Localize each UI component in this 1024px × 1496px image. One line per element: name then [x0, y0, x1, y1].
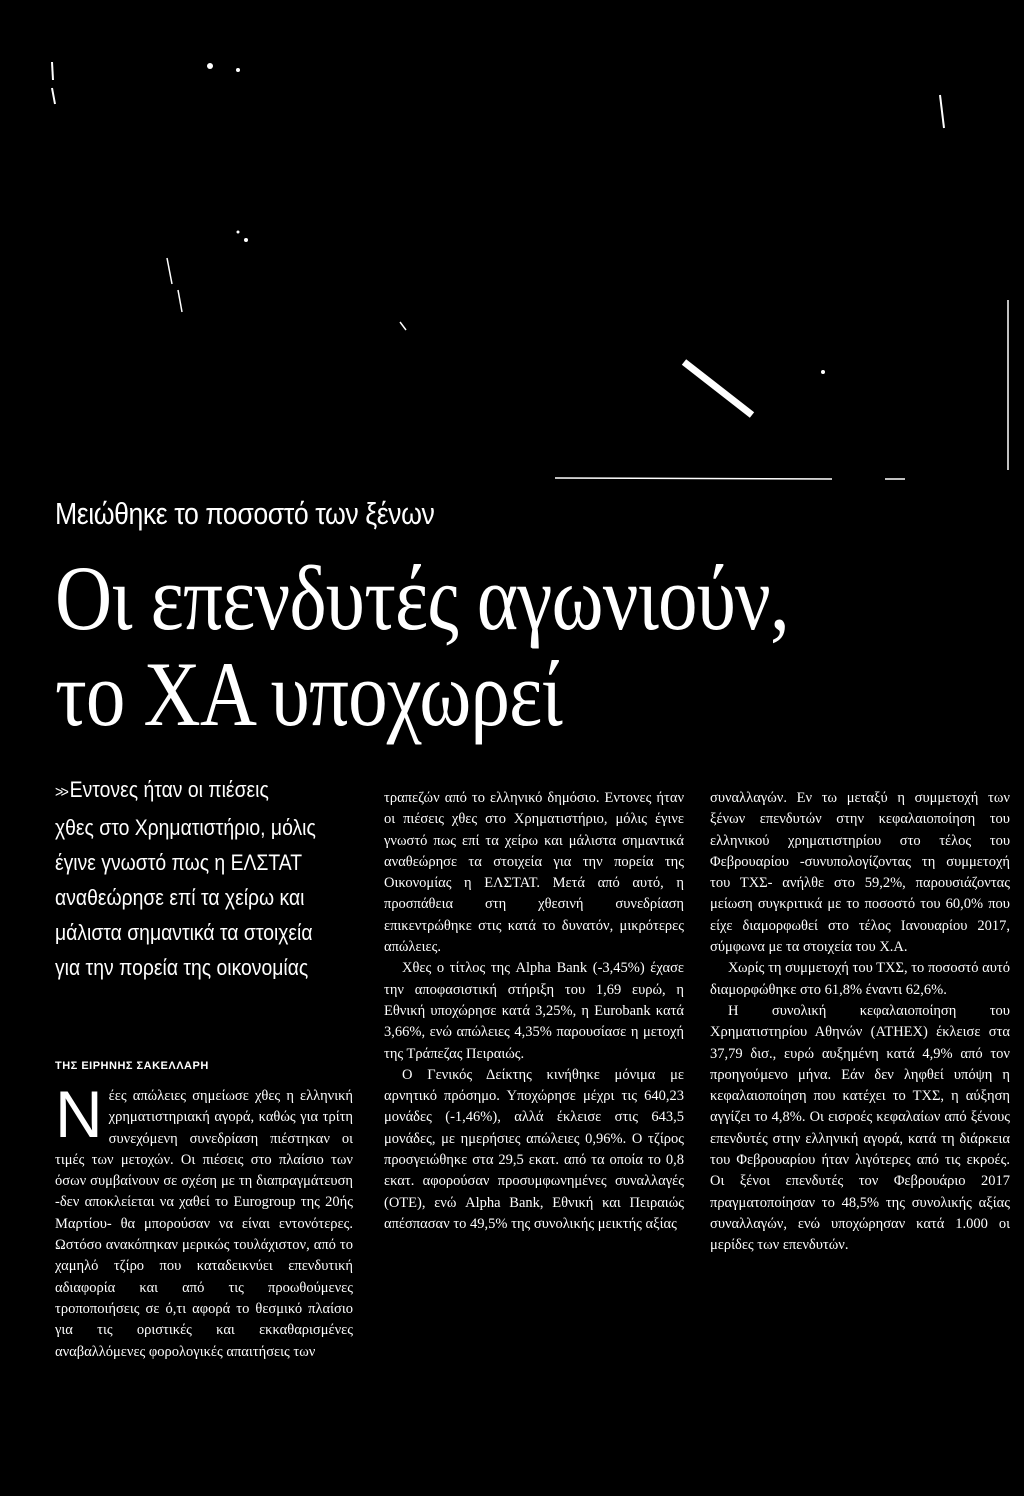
body-paragraph: συναλλαγών. Εν τω μεταξύ η συμμετοχή των ξένων επενδυτών στην κεφαλαιοποίηση του ελληνικού χρηματιστηρίου στο τέλος του Φεβρουαρίου -συνυπολογίζοντας τη συμμετοχή του ΤΧΣ- ανήλθε στο 59,2%, παρουσιάζοντας μείωση συγκριτικά με το ποσοστό του 60,0% που είχε διαμορφωθεί στο τέλος Ιανουαρίου 2017, σύμφωνα με τα στοιχεία του Χ.Α.	[710, 790, 1010, 956]
body-paragraph: έες απώλειες σημείωσε χθες η ελληνική χρηματιστηριακή αγορά, καθώς για τρίτη συνεχόμενη συνεδρίαση πιέστηκαν οι τιμές των μετοχών. Οι πιέσεις στο πλαίσιο των όσων συμβαίνουν σε σχέση με τη διαπραγμάτευση -δεν αποκλείεται να χαθεί το Eurogroup της 20ής Μαρτίου- θα μπορούσαν να είναι εντονότερες. Ωστόσο ανακόπηκαν μερικώς τουλάχιστον, από το χαμηλό τζίρο που καταδεικνύει επενδυτική αδιαφορία και από τις προωθούμενες τροποποιήσεις σε ό,τι αφορά το θεσμικό πλαίσιο για τις οριστικές και εκκαθαρισμένες αναβαλλόμενες φορολογικές απαιτήσεις των	[55, 1088, 353, 1360]
headline-line-1: Οι επενδυτές αγωνιούν,	[55, 547, 789, 649]
body-column-1	[55, 1077, 353, 1363]
body-paragraph: Χωρίς τη συμμετοχή του ΤΧΣ, το ποσοστό αυτό διαμορφώθηκε στο 61,8% έναντι 62,6%.	[710, 960, 1010, 998]
body-paragraph: Ο Γενικός Δείκτης κινήθηκε μόνιμα με αρνητικό πρόσημο. Υποχώρησε μέχρι τις 640,23 μονάδες (-1,46%), αλλά έκλεισε στις 643,5 μονάδες, με ημερήσιες απώλειες 0,96%. Ο τζίρος προσγειώθηκε στα 29,5 εκατ. από τα οποία το 0,8 εκατ. αφορούσαν προσυμφωνημένες συναλλαγές (ΟΤΕ), ενώ Alpha Bank, Εθνική και Πειραιώς απέσπασαν το 49,5% της συνολικής μεικτής αξίας	[384, 1066, 684, 1232]
lead-line-1	[55, 772, 345, 810]
headline-line-2: το ΧΑ υποχωρεί	[55, 643, 562, 745]
photo-artifacts	[0, 0, 1024, 490]
drop-cap: Ν	[55, 1077, 103, 1151]
lead-text: Εντονες ήταν οι πιέσεις	[69, 777, 269, 802]
body-paragraph: τραπεζών από το ελληνικό δημόσιο. Εντονες ήταν οι πιέσεις χθες στο Χρηματιστήριο, μόλις έγινε γνωστό πως επί τα χείρω και μάλιστα σημαντικά αναθεώρησε τα στοιχεία για την πορεία της Οικονομίας η ΕΛΣΤΑΤ. Μετά από αυτό, η προσπάθεια στη χθεσινή συνεδρίαση επικεντρώθηκε στις κατά το δυνατόν, μικρότερες απώλειες.	[384, 790, 684, 956]
article-photo	[0, 0, 1024, 490]
article-byline: ΤΗΣ ΕΙΡΗΝΗΣ ΣΑΚΕΛΛΑΡΗ	[55, 1060, 209, 1072]
article-headline	[55, 547, 789, 745]
body-column-3	[710, 788, 1010, 1257]
lead-line-5: μάλιστα σημαντικά τα στοιχεία	[55, 920, 313, 945]
double-arrow-icon: >>	[55, 784, 67, 801]
article-kicker: Μειώθηκε το ποσοστό των ξένων	[55, 496, 435, 531]
lead-line-2: χθες στο Χρηματιστήριο, μόλις	[55, 815, 316, 840]
lead-line-4: αναθεώρησε επί τα χείρω και	[55, 885, 305, 910]
lead-line-6: για την πορεία της οικονομίας	[55, 955, 309, 980]
article-lead	[55, 772, 385, 985]
lead-line-3: έγινε γνωστό πως η ΕΛΣΤΑΤ	[55, 850, 303, 875]
body-paragraph: Η συνολική κεφαλαιοποίηση του Χρηματιστηρίου Αθηνών (ΑΤΗΕΧ) έκλεισε στα 37,79 δισ., ευρώ αυξημένη κατά 4,9% από τον προηγούμενο μήνα. Εάν δεν ληφθεί υπόψη η κεφαλαιοποίηση που κατέχει το ΤΧΣ, η αύξηση αγγίζει το 4,8%. Οι εισροές κεφαλαίων από ξένους επενδυτές στην ελληνική αγορά, κατά τη διάρκεια του Φεβρουαρίου ήταν λιγότερες από τις εκροές. Οι ξένοι επενδυτές τον Φεβρουάριο 2017 πραγματοποίησαν το 48,5% της συνολικής αξίας συναλλαγών, ενώ υποχώρησαν κατά 1.000 οι μερίδες των επενδυτών.	[710, 1002, 1010, 1254]
body-paragraph: Χθες ο τίτλος της Alpha Bank (-3,45%) έχασε την αποφασιστική στήριξη του 1,69 ευρώ, η Εθνική υποχώρησε κατά 3,25%, η Eurobank κατά 3,66%, ενώ απώλειες 4,35% παρουσίασε η μετοχή της Τράπεζας Πειραιώς.	[384, 960, 684, 1062]
body-column-2	[384, 788, 684, 1235]
